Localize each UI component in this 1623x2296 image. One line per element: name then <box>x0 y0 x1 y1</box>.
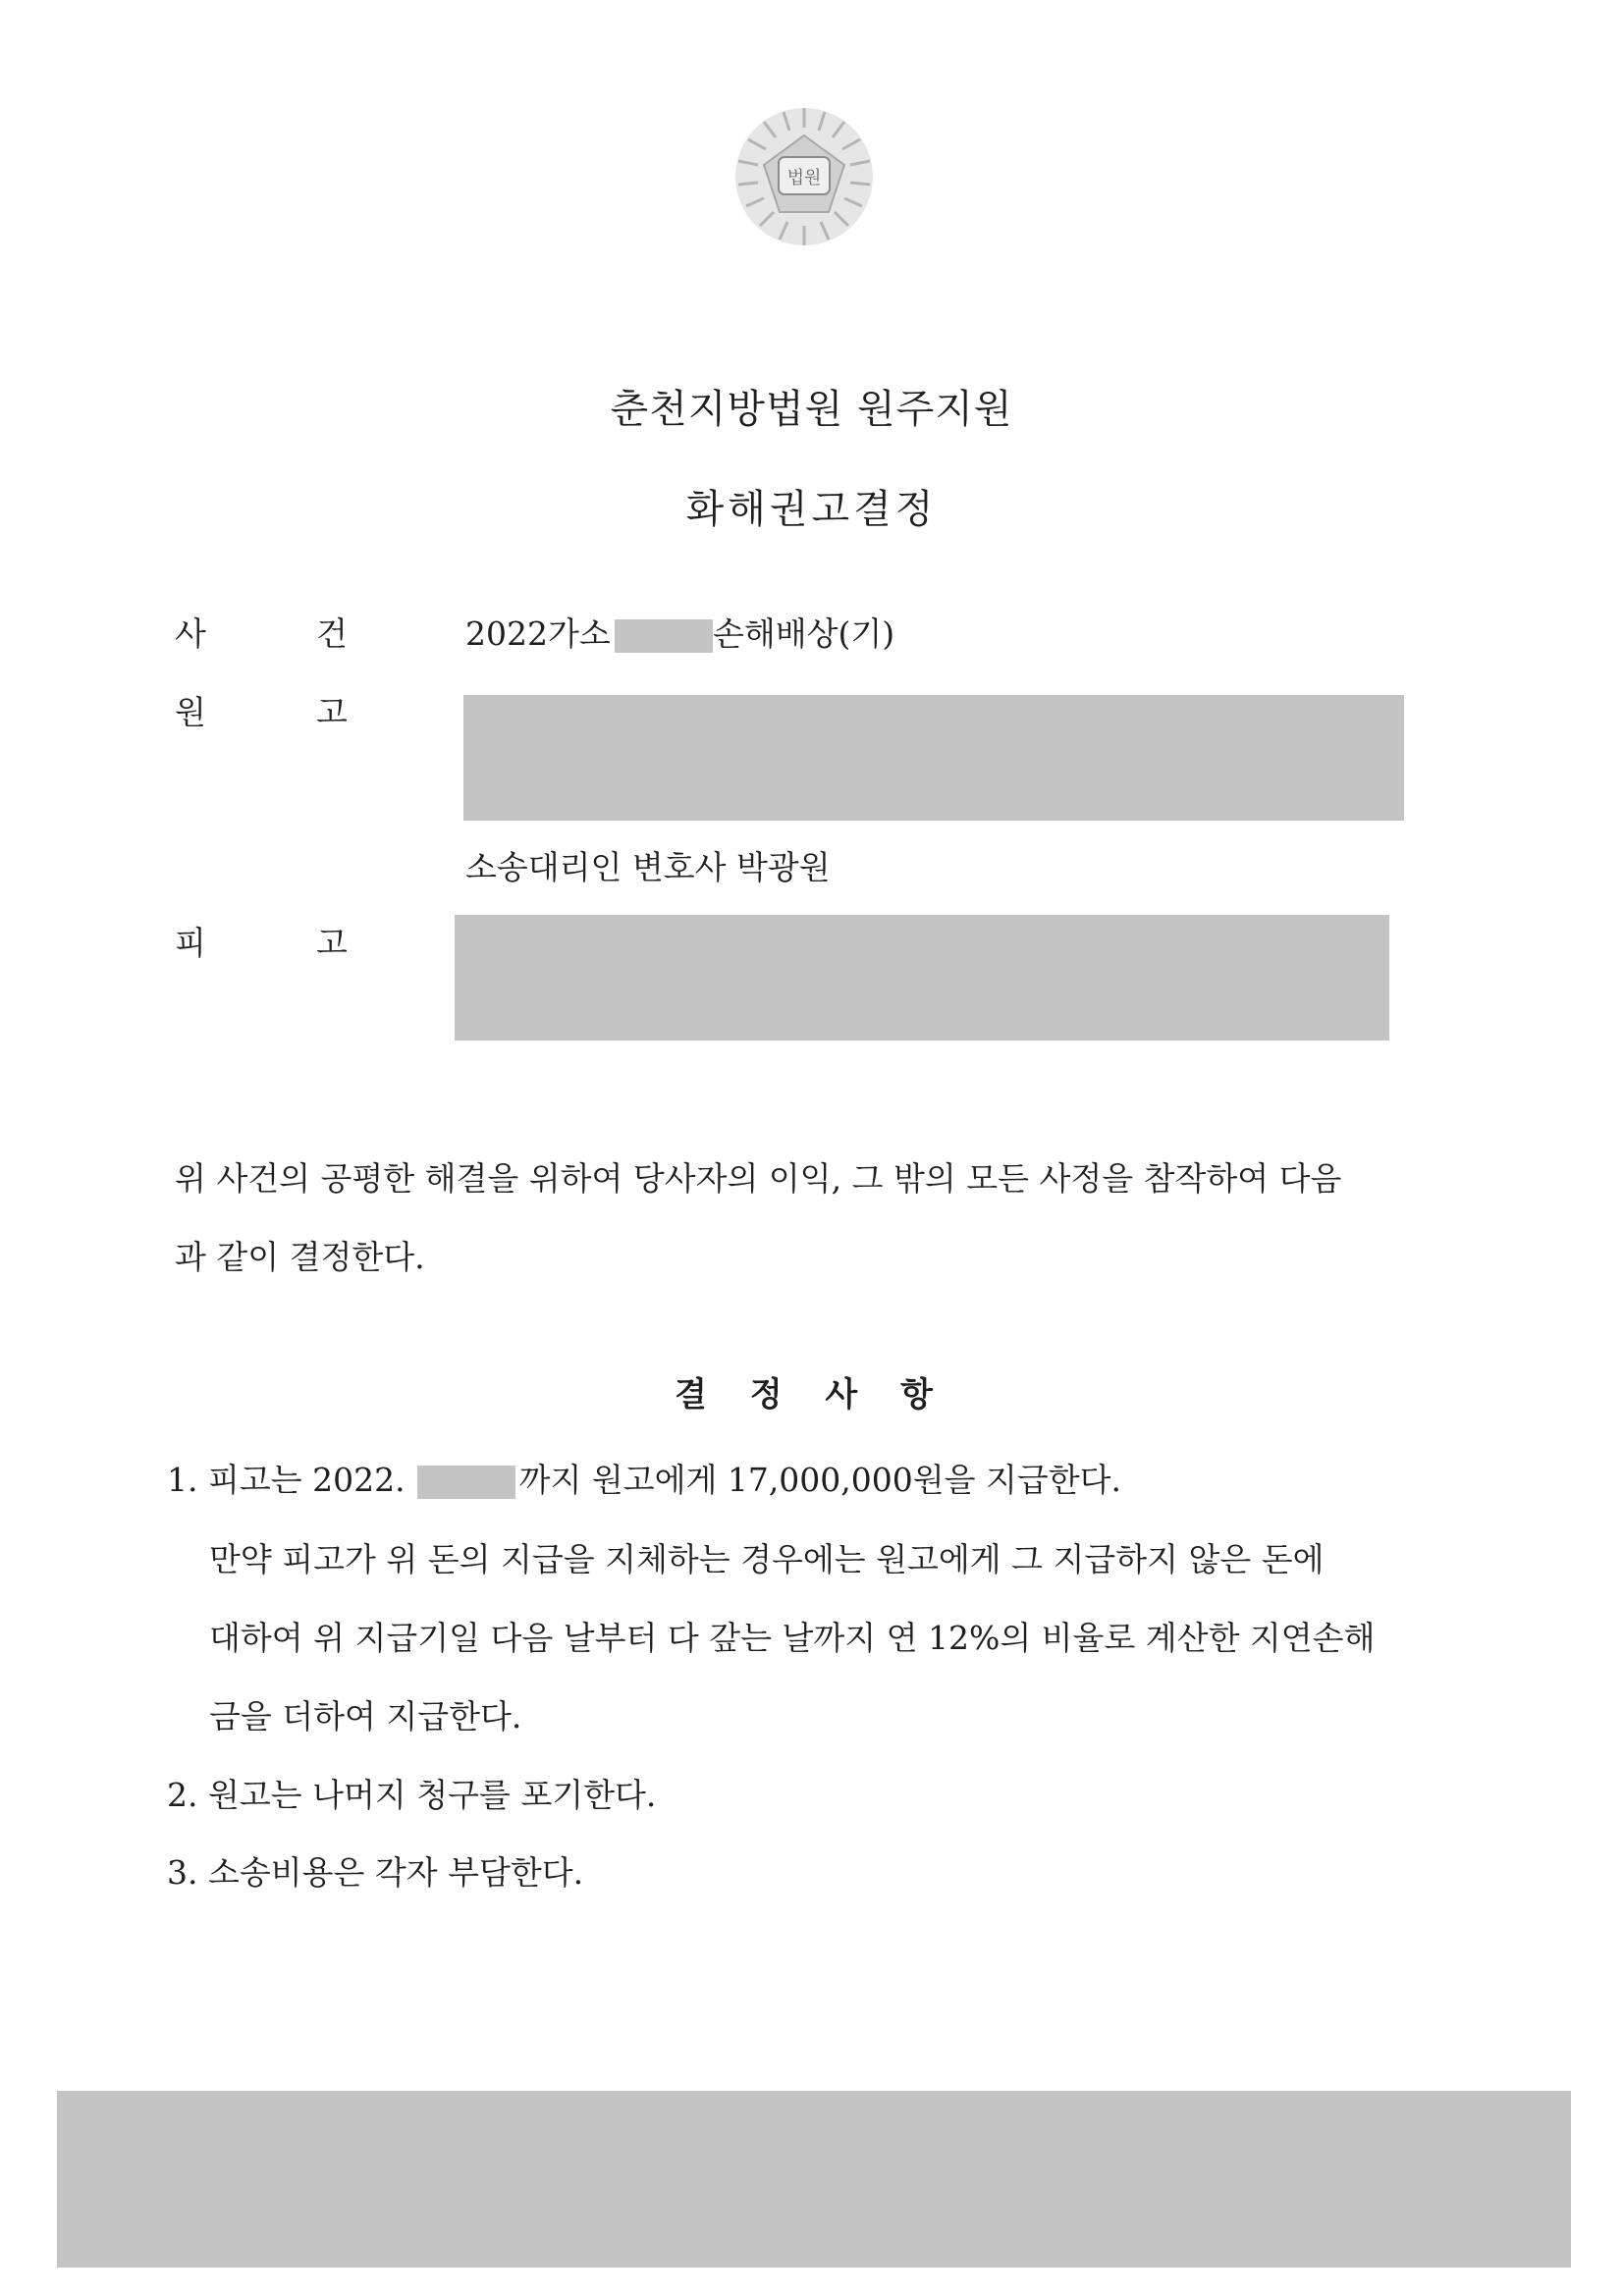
case-label-1: 사 <box>175 614 206 653</box>
defendant-redaction <box>455 915 1389 1041</box>
svg-text:법원: 법원 <box>786 168 822 188</box>
intro-line-2: 과 같이 결정한다. <box>175 1238 425 1276</box>
decision-item-1-line-3: 대하여 위 지급기일 다음 날부터 다 갚는 날까지 연 12%의 비율로 계산한 지연손해 <box>209 1619 1376 1657</box>
case-label-2: 건 <box>316 614 348 653</box>
defendant-label-2: 고 <box>316 924 348 962</box>
decision-title: 결 정 사 항 <box>675 1375 948 1415</box>
court-name: 춘천지방법원 원주지원 <box>610 387 1013 432</box>
decision-item-1-line-4: 금을 더하여 지급한다. <box>209 1697 522 1735</box>
court-emblem <box>725 98 884 255</box>
case-number-redaction <box>615 619 713 653</box>
plaintiff-redaction <box>463 695 1404 821</box>
footer-redaction <box>57 2091 1571 2268</box>
decision-item-3: 3. 소송비용은 각자 부담한다. <box>167 1853 584 1892</box>
decision-item-1-line-2: 만약 피고가 위 돈의 지급을 지체하는 경우에는 원고에게 그 지급하지 않은 돈에 <box>209 1540 1325 1578</box>
case-claim: 손해배상(기) <box>713 614 895 653</box>
case-number <box>465 609 713 655</box>
document-title: 화해권고결정 <box>685 487 938 532</box>
payment-date-redaction <box>417 1466 515 1499</box>
decision-item-1-prefix: 1. 피고는 2022. <box>167 1461 406 1499</box>
plaintiff-label-1: 원 <box>175 693 206 731</box>
intro-line-1: 위 사건의 공평한 해결을 위하여 당사자의 이익, 그 밖의 모든 사정을 참작하여 다음 <box>175 1159 1342 1198</box>
plaintiff-agent: 소송대리인 변호사 박광원 <box>465 848 831 886</box>
case-number-prefix: 2022가소 <box>465 614 611 653</box>
decision-item-1-suffix: 까지 원고에게 17,000,000원을 지급한다. <box>518 1461 1122 1499</box>
decision-item-2: 2. 원고는 나머지 청구를 포기한다. <box>167 1776 657 1814</box>
plaintiff-label-2: 고 <box>316 693 348 731</box>
court-emblem-icon <box>725 98 884 255</box>
decision-item-1 <box>167 1455 1121 1501</box>
defendant-label-1: 피 <box>175 924 206 962</box>
